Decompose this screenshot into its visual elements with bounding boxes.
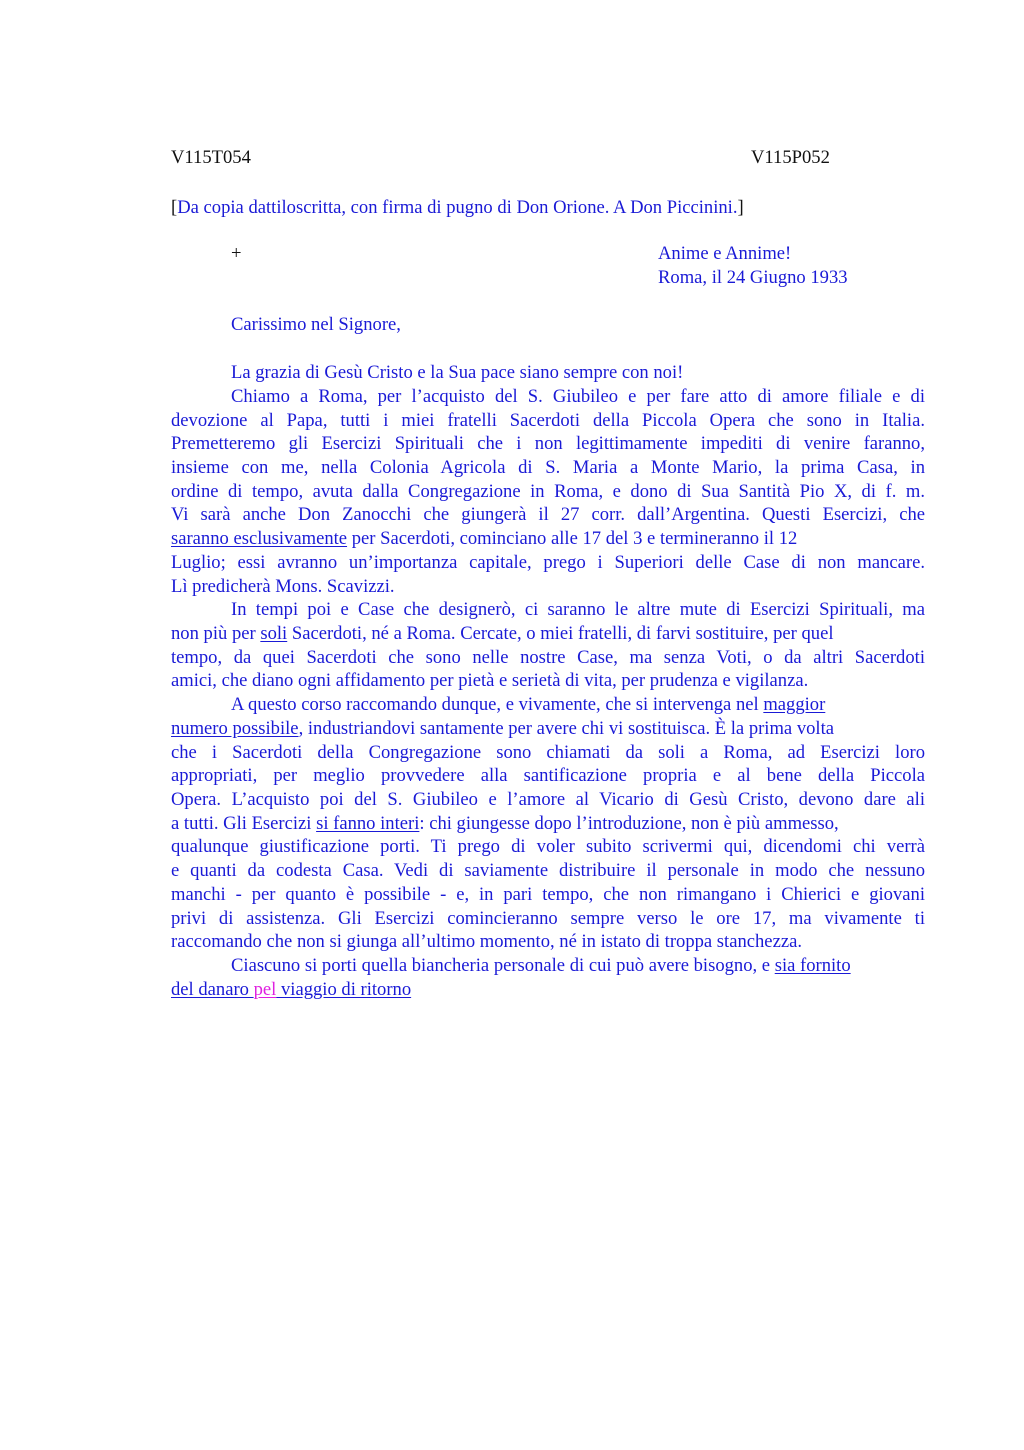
underlined-text: soli	[260, 623, 288, 644]
body-line: Opera. L’acquisto poi del S. Giubileo e l’amore al Vicario di Gesù Cristo, devono dare ali	[171, 789, 925, 810]
body-text: A questo corso raccomando dunque, e vivamente, che si intervenga nel	[231, 694, 764, 715]
body-line: Premetteremo gli Esercizi Spirituali che i non legittimamente impediti di venire faranno,	[171, 433, 925, 454]
salutation: Carissimo nel Signore,	[231, 314, 401, 335]
source-note-text: Da copia dattiloscritta, con firma di pugno di Don Orione. A Don Piccinini.	[177, 197, 738, 218]
source-note-bracket-close: ]	[737, 197, 744, 218]
body-line: ordine di tempo, avuta dalla Congregazione in Roma, e dono di Sua Santità Pio X, di f. m.	[171, 481, 925, 502]
body-text: non più per	[171, 623, 261, 644]
underlined-text: si fanno interi	[316, 813, 420, 834]
body-line	[171, 717, 925, 741]
body-line: In tempi poi e Case che designerò, ci saranno le altre mute di Esercizi Spirituali, ma	[231, 599, 925, 620]
body-line: tempo, da quei Sacerdoti che sono nelle nostre Case, ma senza Voti, o da altri Sacerdoti	[171, 647, 925, 668]
underlined-text: numero possibile	[171, 718, 299, 739]
body-line	[231, 954, 925, 978]
underlined-text: del danaro	[171, 979, 254, 1000]
body-line: manchi - per quanto è possibile - e, in pari tempo, che non rimangano i Chierici e giovani	[171, 884, 925, 905]
motto: Anime e Annime!	[658, 243, 792, 264]
underlined-text: viaggio di ritorno	[276, 979, 412, 1000]
body-line: Chiamo a Roma, per l’acquisto del S. Giubileo e per fare atto di amore filiale e di	[231, 386, 925, 407]
place-date: Roma, il 24 Giugno 1933	[658, 267, 848, 288]
body-line: raccomando che non si giunga all’ultimo momento, né in istato di troppa stanchezza.	[171, 931, 802, 952]
body-line	[171, 812, 925, 836]
underlined-text: maggior	[763, 694, 826, 715]
body-line	[171, 622, 925, 646]
body-text: Ciascuno si porti quella biancheria personale di cui può avere bisogno, e	[231, 955, 775, 976]
body-line: Vi sarà anche Don Zanocchi che giungerà il 27 corr. dall’Argentina. Questi Esercizi, che	[171, 504, 925, 525]
body-line	[171, 527, 925, 551]
body-line: devozione al Papa, tutti i miei fratelli Sacerdoti della Piccola Opera che sono in Italia.	[171, 410, 925, 431]
source-note-bracket-open: [	[171, 197, 178, 218]
body-line: privi di assistenza. Gli Esercizi comincieranno sempre verso le ore 17, ma vivamente ti	[171, 908, 925, 929]
body-line: qualunque giustificazione porti. Ti prego di voler subito scrivermi qui, dicendomi chi verrà	[171, 836, 925, 857]
body-text: : chi giungesse dopo l’introduzione, non è più ammesso,	[419, 813, 839, 834]
body-line	[171, 978, 925, 1002]
body-line: e quanti da codesta Casa. Vedi di saviamente distribuire il personale in modo che nessuno	[171, 860, 925, 881]
document-code-left: V115T054	[171, 147, 251, 168]
body-line: amici, che diano ogni affidamento per pietà e serietà di vita, per prudenza e vigilanza.	[171, 670, 809, 691]
highlighted-word: pel	[253, 979, 277, 1000]
body-line: che i Sacerdoti della Congregazione sono chiamati da soli a Roma, ad Esercizi loro	[171, 742, 925, 763]
body-line	[231, 693, 925, 717]
source-note	[171, 196, 744, 220]
body-text: , industriandovi santamente per avere chi vi sostituisca. È la prima volta	[298, 718, 835, 739]
body-line: Lì predicherà Mons. Scavizzi.	[171, 576, 395, 597]
body-text: Sacerdoti, né a Roma. Cercate, o miei fratelli, di farvi sostituire, per quel	[287, 623, 834, 644]
body-line: appropriati, per meglio provvedere alla santificazione propria e al bene della Piccola	[171, 765, 925, 786]
cross-symbol: +	[231, 243, 242, 264]
underlined-text: saranno esclusivamente	[171, 528, 348, 549]
underlined-text: sia fornito	[774, 955, 851, 976]
body-line: La grazia di Gesù Cristo e la Sua pace siano sempre con noi!	[231, 362, 684, 383]
body-line: insieme con me, nella Colonia Agricola di S. Maria a Monte Mario, la prima Casa, in	[171, 457, 925, 478]
document-code-right: V115P052	[751, 147, 830, 168]
body-text: per Sacerdoti, cominciano alle 17 del 3 e termineranno il 12	[347, 528, 798, 549]
body-line: Luglio; essi avranno un’importanza capitale, prego i Superiori delle Case di non mancare.	[171, 552, 925, 573]
body-text: a tutti. Gli Esercizi	[171, 813, 317, 834]
